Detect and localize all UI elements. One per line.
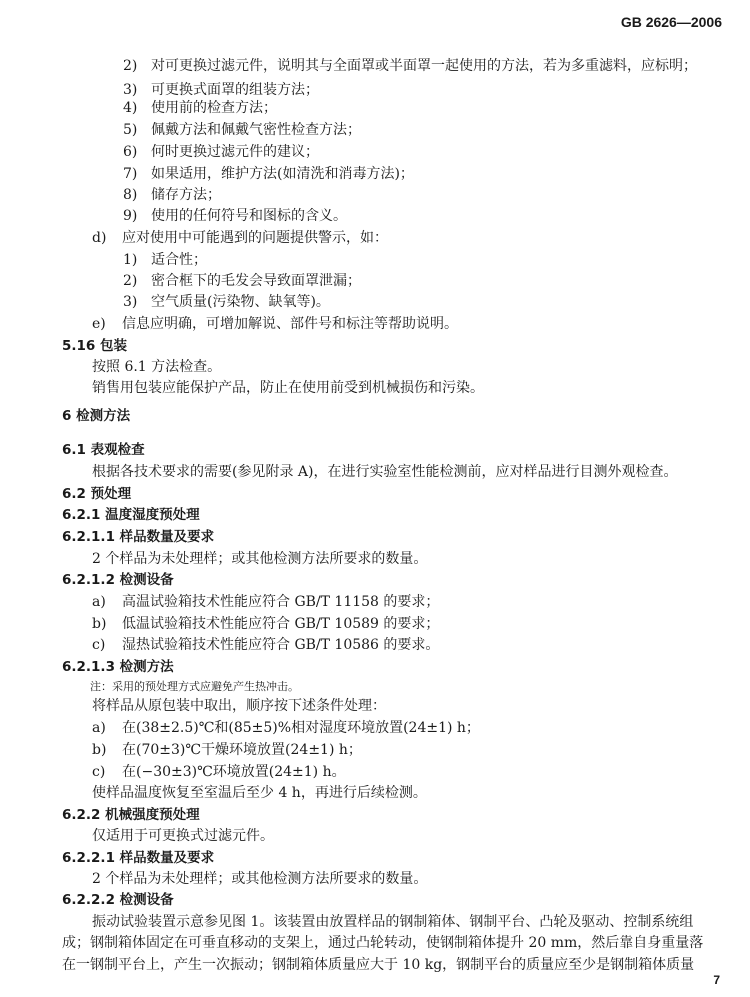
item-text: 对可更换过滤元件，说明其与全面罩或半面罩一起使用的方法，若为多重滤料，应标明； bbox=[151, 58, 697, 74]
item-text: 使用的任何符号和图标的含义。 bbox=[151, 208, 347, 224]
section-heading: 6.2.2 机械强度预处理 bbox=[62, 807, 200, 823]
paragraph: 将样品从原包装中取出，顺序按下述条件处理： bbox=[92, 698, 386, 714]
item-number: 3) bbox=[123, 82, 138, 98]
item-text: 密合框下的毛发会导致面罩泄漏； bbox=[151, 273, 361, 289]
section-heading: 6.1 表观检查 bbox=[62, 442, 145, 458]
item-number: a) bbox=[92, 720, 106, 736]
item-number: c) bbox=[92, 764, 106, 780]
item-number: b) bbox=[92, 742, 107, 758]
item-text: 可更换式面罩的组装方法； bbox=[151, 82, 319, 98]
item-text: 使用前的检查方法； bbox=[151, 100, 277, 116]
paragraph: 振动试验装置示意参见图 1。该装置由放置样品的钢制箱体、钢制平台、凸轮及驱动、控制系统组 bbox=[92, 914, 694, 930]
item-number: a) bbox=[92, 594, 106, 610]
item-text: 空气质量(污染物、缺氧等)。 bbox=[151, 294, 330, 310]
item-text: 储存方法； bbox=[151, 187, 221, 203]
paragraph: 销售用包装应能保护产品，防止在使用前受到机械损伤和污染。 bbox=[92, 380, 484, 396]
paragraph: 使样品温度恢复至室温后至少 4 h，再进行后续检测。 bbox=[92, 785, 427, 801]
paragraph: 按照 6.1 方法检查。 bbox=[92, 359, 222, 375]
section-heading: 6.2.1.2 检测设备 bbox=[62, 572, 174, 588]
item-number: 3) bbox=[123, 294, 138, 310]
item-text: 湿热试验箱技术性能应符合 GB/T 10586 的要求。 bbox=[122, 637, 440, 653]
paragraph: 2 个样品为未处理样；或其他检测方法所要求的数量。 bbox=[92, 871, 428, 887]
item-number: 6) bbox=[123, 144, 138, 160]
item-number: 2) bbox=[123, 273, 138, 289]
paragraph: 2 个样品为未处理样；或其他检测方法所要求的数量。 bbox=[92, 551, 428, 567]
paragraph: 根据各技术要求的需要(参见附录 A)，在进行实验室性能检测前，应对样品进行目测外观检查。 bbox=[92, 464, 678, 480]
item-number: 8) bbox=[123, 187, 138, 203]
item-text: 信息应明确，可增加解说、部件号和标注等帮助说明。 bbox=[122, 316, 458, 332]
item-text: 何时更换过滤元件的建议； bbox=[151, 144, 319, 160]
item-number: d) bbox=[92, 230, 107, 246]
item-number: e) bbox=[92, 316, 106, 332]
page-number: 7 bbox=[713, 973, 720, 987]
item-number: 9) bbox=[123, 208, 138, 224]
item-number: 2) bbox=[123, 58, 138, 74]
item-text: 适合性； bbox=[151, 252, 207, 268]
standard-code: GB 2626—2006 bbox=[620, 14, 722, 30]
item-number: b) bbox=[92, 616, 107, 632]
item-text: 在(70±3)℃干燥环境放置(24±1) h； bbox=[122, 742, 362, 758]
section-heading: 6.2.1.3 检测方法 bbox=[62, 659, 174, 675]
paragraph: 仅适用于可更换式过滤元件。 bbox=[92, 828, 274, 844]
section-heading: 6.2.1.1 样品数量及要求 bbox=[62, 529, 215, 545]
paragraph: 在一钢制平台上，产生一次振动；钢制箱体质量应大于 10 kg，钢制平台的质量应至少是钢制箱体质量 bbox=[62, 957, 695, 973]
section-heading: 6.2 预处理 bbox=[62, 486, 132, 502]
note: 注：采用的预处理方式应避免产生热冲击。 bbox=[90, 680, 299, 693]
section-heading: 6.2.2.2 检测设备 bbox=[62, 892, 174, 908]
section-heading: 6.2.2.1 样品数量及要求 bbox=[62, 850, 215, 866]
item-text: 佩戴方法和佩戴气密性检查方法； bbox=[151, 122, 361, 138]
item-text: 高温试验箱技术性能应符合 GB/T 11158 的要求； bbox=[122, 594, 440, 610]
item-text: 低温试验箱技术性能应符合 GB/T 10589 的要求； bbox=[122, 616, 440, 632]
item-number: 4) bbox=[123, 100, 138, 116]
section-heading: 5.16 包装 bbox=[62, 338, 128, 354]
chapter-heading: 6 检测方法 bbox=[62, 408, 131, 424]
paragraph: 成；钢制箱体固定在可垂直移动的支架上，通过凸轮转动，使钢制箱体提升 20 mm，然后靠自身重量落 bbox=[62, 935, 704, 951]
item-text: 如果适用，维护方法(如清洗和消毒方法)； bbox=[151, 166, 414, 182]
item-number: 5) bbox=[123, 122, 138, 138]
item-number: c) bbox=[92, 637, 106, 653]
item-number: 1) bbox=[123, 252, 138, 268]
item-text: 在(38±2.5)℃和(85±5)%相对湿度环境放置(24±1) h； bbox=[122, 720, 480, 736]
section-heading: 6.2.1 温度湿度预处理 bbox=[62, 507, 200, 523]
item-text: 在(−30±3)℃环境放置(24±1) h。 bbox=[122, 764, 346, 780]
item-number: 7) bbox=[123, 166, 138, 182]
item-text: 应对使用中可能遇到的问题提供警示，如： bbox=[122, 230, 388, 246]
